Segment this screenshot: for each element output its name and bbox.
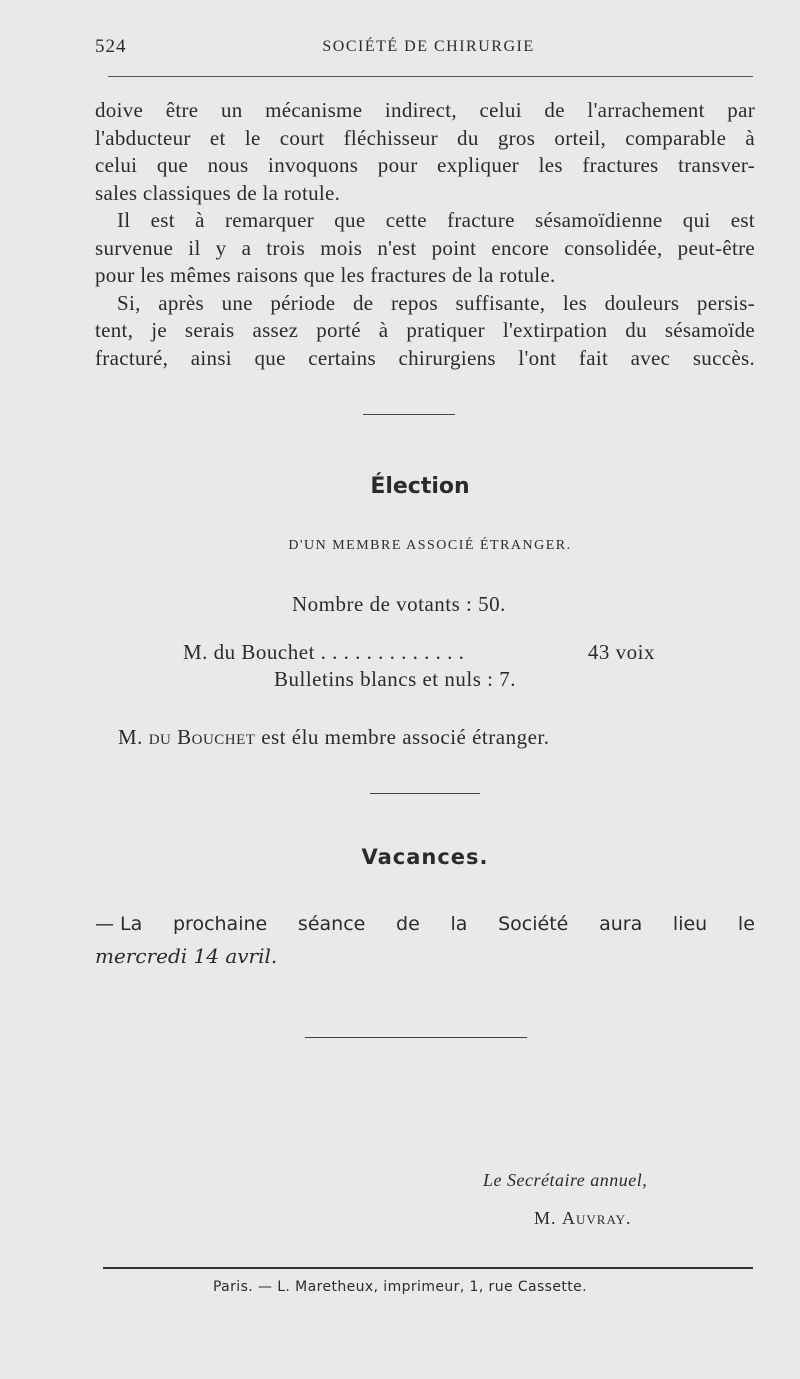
result-prefix: M. [118,725,143,749]
paragraph-line: l'abducteur et le court fléchisseur du gros orteil, comparable à [95,125,755,150]
notice-word: Société [498,913,569,935]
blank-ballots: Bulletins blancs et nuls : 7. [274,667,516,691]
candidate-name: M. du Bouchet [183,640,315,664]
notice-word: prochaine [172,913,268,935]
running-head: SOCIÉTÉ DE CHIRURGIE [322,38,535,55]
paragraph-line: tent, je serais assez porté à pratiquer l'extirpation du sésamoïde [95,318,755,342]
leader-dots: . . . . . . . . . . . . . [314,640,465,664]
notice-line [95,908,755,940]
notice-word: la [450,913,468,935]
candidate-row [183,640,655,665]
election-result [118,725,550,750]
meeting-date: mercredi 14 avril. [95,944,278,968]
signature-title: Le Secrétaire annuel, [483,1170,648,1190]
result-text: est élu membre associé étranger. [261,725,550,749]
notice-word: séance [297,913,366,935]
signature-surname: Auvray. [562,1208,632,1228]
body-text [95,97,755,372]
page-number: 524 [95,36,127,57]
election-subtitle: D'UN MEMBRE ASSOCIÉ ÉTRANGER. [288,538,572,553]
paragraph-line: Si, après une période de repos suffisante, les douleurs persis- [117,290,755,315]
election-title: Élection [370,474,470,499]
notice-word: le [737,913,755,935]
page-header [95,36,752,60]
paragraph-line: celui que nous invoquons pour expliquer les fractures transver- [95,153,755,177]
notice-word: lieu [672,913,708,935]
vacances-title: Vacances. [361,845,489,869]
candidate-votes: 43 voix [587,640,655,664]
footer-rule [103,1267,753,1269]
signature-prefix: M. [534,1208,557,1228]
section-divider [370,793,480,794]
voters-count: Nombre de votants : 50. [292,592,506,616]
printer-imprint: Paris. — L. Maretheux, imprimeur, 1, rue Cassette. [212,1279,588,1295]
signature-name [534,1208,632,1229]
notice-word: de [396,913,420,935]
section-divider [305,1037,527,1038]
paragraph-line: survenue il y a trois mois n'est point encore consolidée, peut-être [95,235,755,260]
section-divider [363,414,455,415]
notice-word: aura [599,913,643,935]
next-meeting-notice [95,908,755,972]
header-rule [108,76,753,77]
notice-word: — La [95,913,143,935]
paragraph-line: doive être un mécanisme indirect, celui de l'arrachement par [95,98,755,122]
result-name: du Bouchet [148,725,256,749]
paragraph-line: pour les mêmes raisons que les fractures de la rotule. [95,263,556,287]
paragraph-line: sales classiques de la rotule. [95,180,341,205]
paragraph-line: fracturé, ainsi que certains chirurgiens l'ont fait avec succès. [95,345,755,370]
paragraph-line: Il est à remarquer que cette fracture sésamoïdienne qui est [117,208,755,232]
